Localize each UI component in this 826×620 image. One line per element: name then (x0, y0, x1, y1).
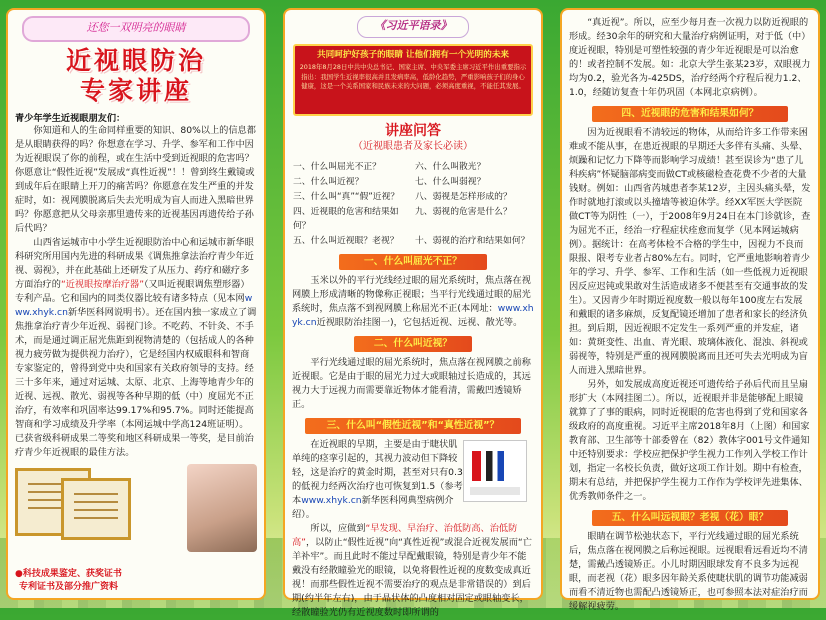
section4-heading: 四、近视眼的危害和结果如何？ (592, 106, 788, 122)
award-image (61, 478, 131, 540)
question-item: 九、弱视的危害是什么？ (415, 207, 512, 217)
certificate-gallery (15, 464, 257, 552)
section3-text-d: ，以防止“假性近视”向“真性近视”或混合近视发展而“亡羊补牢”。而且此时不能过早配戴眼镜，特别是青少年不能戴没有经散瞳验光的眼镜，以免将假性近视的度数变成真近视！而那些假性近视不需要治疗的观点是非常错误的）到后期(约半年左右)，由于晶状体的凸度相对固定或眼轴变长，经散瞳验光仍有近视度数时即所谓的 (292, 537, 532, 618)
question-item: 八、弱视是怎样形成的？ (415, 192, 512, 202)
website-link[interactable]: www.xhyk.cn (15, 293, 253, 318)
lecture-title: 讲座问答 (385, 123, 441, 139)
quote-box (293, 44, 533, 116)
intro-paragraph: 你知道和人的生命同样重要的知识、80%以上的信息都是从眼睛获得的吗？你想意在学习、升学、参军和工作中因为近视眼误了你的前程，或在生活中受到近视眼的危害吗？你愿意让“假性近视”发展成“真性近视”！！曾到终生戴镜或到成年后在眼睛上开刀的痛苦吗？你愿意在发生严重的并发症时，如：视网膜脱离后失去光明成为盲人而进入黑暗世界吗？你愿意把从父母亲那里遗传来的近视基因再遗传给子孙后代吗？ (15, 125, 256, 234)
greeting: 青少年学生近视眼朋友们： (15, 113, 126, 124)
section1-text-b: 近视眼防治挂图一)，它包括近视、远视、散光等。 (316, 317, 523, 328)
right-panel (560, 8, 820, 612)
section3-text-c: 所以，应做到 (310, 523, 366, 534)
center-intro-paragraph (15, 236, 257, 460)
question-item: 二、什么叫近视？ (293, 177, 364, 187)
section2-heading: 二、什么叫近视？ (354, 336, 472, 352)
caption-line2: 专利证书及部分推广资料 (19, 582, 119, 592)
section3-text-b: 新华医科网典型病例介绍）。 (292, 495, 454, 520)
section1-heading: 一、什么叫屈光不正？ (339, 254, 487, 270)
section4-text: 因为近视眼看不清较远的物体，从而给许多工作带来困难或不能从事，在患近视眼的早期还大多伴有头痛、头晕、烦躁和记忆力下降等而影响学习成绩！甚至误诊为“患了儿科疾病”怀疑脑部病变而做CT或核磁检查花费不少者的大量钱财。例如：山西省芮城患者李某12岁，主因头痛头晕，发作时就地打滚或以头撞墙等被迫休学。经XX军医大学医院做CT等为阴性（一），于2008年9月24日在本门诊就诊，查为屈光不正，经治一疗程症状痊愈而复学（见本网运城病例）。据统计：在高考体检不合格的学生中，因视力不良而限报、限考专业者占80%左右。同时，它严重地影响着青少年的学习、升学、参军、工作和生活（如一些低视力近视眼因反应迟钝或果敢对生活造成诸多不便甚至有交通事故的发生）。又因青少年时期近视度数一般以每年100度左右发展和戴眼的诸多麻烦，反复配镜还增加了患者和家长的经济负担。到后期，因近视眼不定发生一系列严重的并发症，诸如：黄斑变性、出血、青光眼、玻璃体液化、混浊、斜视或弱视等，特别是严重的视网膜脱离而且还可失去光明成为盲人而进入黑暗世界。 (569, 127, 811, 376)
section3-website-link[interactable]: www.xhyk.cn (301, 495, 362, 506)
section3-intro (292, 438, 534, 522)
section3-heading: 三、什么叫“假性近视”和“真性近视”？ (305, 418, 521, 434)
certificate-caption (15, 568, 122, 594)
quote-title: 共同呵护好孩子的眼睛 让他们拥有一个光明的未来 (316, 50, 510, 60)
continued-paragraph: “真近视”。所以，应至少每月查一次视力以防近视眼的形成。经30余年的研究和大量治疗病例证明，对于低（中）度近视眼，特别是可塑性较强的青少年近视眼是可以治愈的！或者控制不发展。如：北京大学生张某23岁，双眼视力均为0.2，验光各为-425DS，治疗经两个疗程后视力1.2、1.0，经随访复查十年仍巩固（本网北京病例）。 (569, 17, 811, 98)
section5-heading: 五、什么叫远视眼？老视（花）眼？ (592, 510, 788, 526)
section2-text: 平行光线通过眼的屈光系统时，焦点落在视网膜之前称近视眼。它是由于眼的屈光力过大或眼轴过长造成的，其远视力大于远视力而需要靠近物体才能看清，需戴凹透镜矫正。 (292, 357, 531, 410)
section5-text: 眼睛在调节松弛状态下，平行光线通过眼的屈光系统后，焦点落在视网膜之后称远视眼。远视眼看远看近均不清楚，需戴凸透镜矫正。小儿时期因眼球发育不良多为远视眼，而老视（花）眼多因年龄关系使睫状肌的调节功能减弱而看不清近物也需配凸透镜矫正，也可参照本法对症治疗而缓解视疲劳。 (569, 531, 808, 612)
section1-text-a: 玉米以外的平行光线经过眼的屈光系统时，焦点落在视网膜上形成清晰的物像称正视眼；当平行光线通过眼的屈光系统时，焦点落不到视网膜上称屈光不正(本网址： (292, 275, 531, 314)
question-index (293, 160, 533, 248)
eye-chart-image (463, 440, 527, 502)
question-item: 七、什么叫弱视？ (415, 177, 486, 187)
question-item: 一、什么叫屈光不正？ (293, 162, 381, 172)
section3-text-continued (292, 522, 534, 620)
center-intro-text-c: 新华医科网说明书）。还在国内独一家成立了调焦推拿治疗青少年近视、弱视门诊。不吃药、不针灸、不手术，而是通过调正屈光焦距到视物清楚的（包括成人的各种视力疲劳做为提供视力治疗），它是经国内权威眼科和智商专家鉴定的，曾得到党中央和国家有关政府领导的支持。经三十多年来，通过对运城、太原、北京、上海等地青少年的近视、远视、散光、弱视等各种早期的低（中）度屈光不正治疗，有效率和巩固率达99.17%和95.7%。同时还能提高智商和学习成绩及升学率（本网运城中学高124班证明）。已获省级科研成果二等奖和地区科研成果一等奖，是目前治疗青少年近视眼的最佳方法。 (15, 307, 257, 458)
slogan-banner: 还您一双明亮的眼睛 (22, 16, 250, 42)
quote-header: 《习近平语录》 (357, 16, 469, 38)
section3-highlight: “早发现、早治疗、治低防高、治低防高” (292, 523, 518, 548)
section4-text-2: 另外，如发展成高度近视还可遗传给子孙后代而且呈扇形扩大（本网挂图二）。所以，近视眼并非是能够配上眼镜就算了了事的眼病，同时近视眼的危害也得到了党和国家各级政府的高度重视。习近平主席2018年8月（上图）和国家教育部、卫生部等十部委曾在（82）教体字001号文件通知中还特别要求：学校应把保护学生视力工作列入学校工作计划，指定一名校长负责，做好这项工作计划。期中有检查，期末有总结，并把保护学生视力工作作为学校评先进集体、优秀教师条件之一。 (569, 379, 810, 502)
center-intro-text-a: 山西省运城市中小学生近视眼防治中心和运城市新华眼科研究所用国内先进的科研成果《调焦推拿法治疗青少年近视、弱视》，并在此基础上还研发了从压力、药疗和磁疗多方面治疗的 (15, 237, 254, 290)
main-title-line1: 近视眼防治 (65, 46, 206, 75)
question-item: 四、近视眼的危害和结果如何？ (293, 207, 399, 231)
left-panel (6, 8, 266, 600)
section1-text (292, 274, 534, 330)
section3-text (292, 438, 463, 522)
question-item: 六、什么叫散光？ (415, 162, 486, 172)
eye-exam-photo (187, 464, 257, 552)
center-intro-text-b: （又叫近视眼调焦塑形器）专利产品。它和国内的同类仪器比较有诸多特点（见本网 (15, 279, 250, 304)
middle-panel (283, 8, 543, 618)
device-name-highlight: “近视眼按摩治疗器” (60, 279, 144, 290)
caption-line1: ●科技成果鉴定、获奖证书 (15, 569, 122, 579)
quote-text: 2018年8月28日中共中央总书记、国家主席、中央军委主席习近平作出重要指示指出：我国学生近视率很高并且发病率高，低龄化趋势，严重影响孩子们的身心健康，这是一个关系国家和民族未来的大问题，必须高度重视，不能任其发展。 (299, 63, 527, 90)
question-item: 三、什么叫“真”“假”近视？ (293, 192, 400, 202)
question-item: 十、弱视的治疗和结果如何？ (415, 236, 530, 246)
section1-website-link[interactable]: www.xhyk.cn (292, 303, 534, 328)
main-title-line2: 专家讲座 (79, 76, 192, 105)
lecture-subtitle: （近视眼患者及家长必读） (353, 141, 473, 152)
question-item: 五、什么叫近视眼？老视？ (293, 236, 399, 246)
section3-text-a: 在近视眼的早期，主要是由于睫状肌单纯的痉挛引起的，其视力波动但下降较轻，这是治疗的黄金时期，甚至对只有0.3的低视力经两次治疗也可恢复到1.5（参考本 (292, 439, 463, 506)
